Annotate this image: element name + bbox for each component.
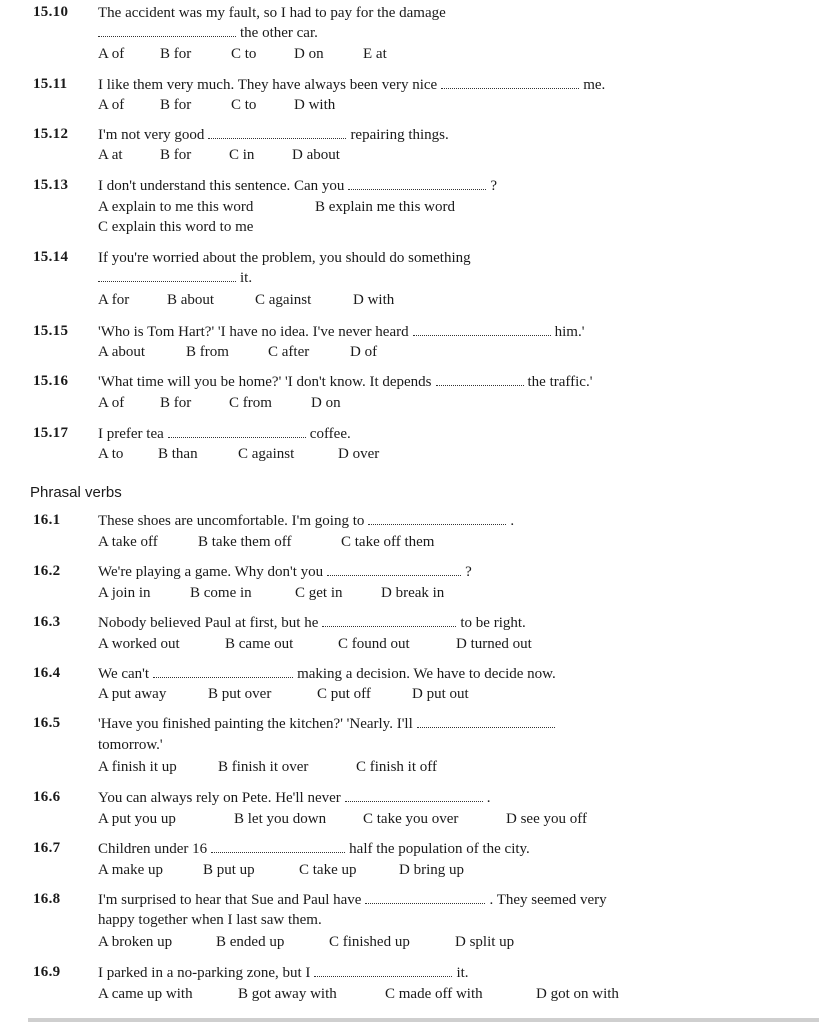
option-a[interactable]: A join in	[98, 585, 151, 601]
question-text-line2: it.	[98, 269, 252, 288]
option-c[interactable]: C against	[255, 292, 312, 308]
option-a[interactable]: A make up	[98, 862, 163, 878]
option-b[interactable]: B finish it over	[218, 759, 309, 775]
option-d[interactable]: D got on with	[536, 986, 619, 1002]
question-text: 'What time will you be home?' 'I don't know. It depends the traffic.'	[98, 374, 593, 390]
option-c[interactable]: C in	[229, 147, 255, 163]
option-b[interactable]: B than	[158, 446, 198, 462]
option-b[interactable]: B come in	[190, 585, 252, 601]
option-b[interactable]: B for	[160, 97, 192, 113]
question-text-line2: happy together when I last saw them.	[98, 912, 322, 928]
question-text: I don't understand this sentence. Can you ?	[98, 178, 498, 194]
question-number: 15.14	[33, 249, 69, 265]
answer-blank[interactable]	[168, 436, 306, 438]
question-number: 16.2	[33, 563, 61, 579]
option-e[interactable]: E at	[363, 46, 387, 62]
option-c[interactable]: C to	[231, 46, 257, 62]
option-a[interactable]: A of	[98, 97, 125, 113]
option-a[interactable]: A explain to me this word	[98, 199, 254, 215]
question-text-line2: tomorrow.'	[98, 737, 163, 753]
option-c[interactable]: C take you over	[363, 811, 459, 827]
option-d[interactable]: D of	[350, 344, 378, 360]
option-c[interactable]: C explain this word to me	[98, 219, 254, 235]
question-number: 15.17	[33, 425, 69, 441]
question-text: You can always rely on Pete. He'll never .	[98, 790, 491, 806]
option-b[interactable]: B take them off	[198, 534, 292, 550]
question-text: I prefer tea coffee.	[98, 426, 351, 442]
answer-blank[interactable]	[314, 975, 452, 977]
question-text: Nobody believed Paul at first, but he to be right.	[98, 615, 526, 631]
question-number: 16.9	[33, 964, 61, 980]
option-c[interactable]: C put off	[317, 686, 371, 702]
question-text: I parked in a no-parking zone, but I it.	[98, 965, 469, 981]
option-a[interactable]: A of	[98, 46, 125, 62]
question-number: 15.12	[33, 126, 69, 142]
option-c[interactable]: C against	[238, 446, 295, 462]
answer-blank[interactable]	[327, 574, 461, 576]
question-text: I'm not very good repairing things.	[98, 127, 449, 143]
question-text: Children under 16 half the population of the city.	[98, 841, 530, 857]
answer-blank[interactable]	[345, 800, 483, 802]
option-c[interactable]: C found out	[338, 636, 410, 652]
question-number: 15.10	[33, 4, 69, 20]
answer-blank[interactable]	[322, 625, 456, 627]
question-number: 16.3	[33, 614, 61, 630]
question-number: 16.7	[33, 840, 61, 856]
option-a[interactable]: A broken up	[98, 934, 173, 950]
option-b[interactable]: B about	[167, 292, 215, 308]
option-a[interactable]: A came up with	[98, 986, 193, 1002]
option-b[interactable]: B put over	[208, 686, 272, 702]
bottom-divider	[28, 1018, 819, 1022]
question-number: 16.1	[33, 512, 61, 528]
option-c[interactable]: C from	[229, 395, 272, 411]
answer-blank[interactable]	[348, 188, 486, 190]
question-text: We can't making a decision. We have to decide now.	[98, 666, 556, 682]
question-text: If you're worried about the problem, you should do something	[98, 250, 471, 266]
option-a[interactable]: A take off	[98, 534, 158, 550]
question-number: 15.13	[33, 177, 69, 193]
question-text: I like them very much. They have always been very nice me.	[98, 77, 606, 93]
option-a[interactable]: A put away	[98, 686, 167, 702]
answer-blank[interactable]	[436, 384, 524, 386]
question-text: We're playing a game. Why don't you ?	[98, 564, 472, 580]
option-c[interactable]: C get in	[295, 585, 343, 601]
option-c[interactable]: C take up	[299, 862, 357, 878]
option-d[interactable]: D break in	[381, 585, 445, 601]
question-text: These shoes are uncomfortable. I'm going to .	[98, 513, 515, 529]
question-number: 16.6	[33, 789, 61, 805]
answer-blank[interactable]	[153, 676, 293, 678]
question-text: I'm surprised to hear that Sue and Paul have . They seemed very	[98, 892, 607, 908]
answer-blank[interactable]	[208, 137, 346, 139]
section-heading: Phrasal verbs	[30, 484, 122, 501]
answer-blank[interactable]	[98, 35, 236, 37]
question-number: 15.16	[33, 373, 69, 389]
question-text-line2: the other car.	[98, 24, 318, 43]
option-d[interactable]: D about	[292, 147, 340, 163]
question-text: The accident was my fault, so I had to pay for the damage	[98, 5, 446, 21]
option-c[interactable]: C to	[231, 97, 257, 113]
answer-blank[interactable]	[365, 902, 485, 904]
option-c[interactable]: C after	[268, 344, 310, 360]
question-number: 16.5	[33, 715, 61, 731]
answer-blank[interactable]	[98, 280, 236, 282]
option-b[interactable]: B from	[186, 344, 229, 360]
option-b[interactable]: B came out	[225, 636, 294, 652]
option-b[interactable]: B explain me this word	[315, 199, 455, 215]
option-c[interactable]: C finished up	[329, 934, 410, 950]
answer-blank[interactable]	[211, 851, 345, 853]
option-d[interactable]: D see you off	[506, 811, 587, 827]
option-b[interactable]: B for	[160, 395, 192, 411]
question-text: 'Have you finished painting the kitchen?' 'Nearly. I'll	[98, 715, 559, 734]
option-b[interactable]: B let you down	[234, 811, 327, 827]
option-d[interactable]: D put out	[412, 686, 469, 702]
option-b[interactable]: B for	[160, 147, 192, 163]
option-a[interactable]: A of	[98, 395, 125, 411]
option-a[interactable]: A worked out	[98, 636, 180, 652]
option-d[interactable]: D over	[338, 446, 380, 462]
answer-blank[interactable]	[441, 87, 579, 89]
option-d[interactable]: D split up	[455, 934, 515, 950]
option-c[interactable]: C made off with	[385, 986, 483, 1002]
question-number: 16.4	[33, 665, 61, 681]
option-b[interactable]: B got away with	[238, 986, 337, 1002]
question-text: 'Who is Tom Hart?' 'I have no idea. I've never heard him.'	[98, 324, 585, 340]
option-a[interactable]: A for	[98, 292, 130, 308]
question-number: 15.15	[33, 323, 69, 339]
option-d[interactable]: D on	[311, 395, 341, 411]
option-a[interactable]: A finish it up	[98, 759, 177, 775]
answer-blank[interactable]	[413, 334, 551, 336]
option-c[interactable]: C finish it off	[356, 759, 437, 775]
option-d[interactable]: D bring up	[399, 862, 464, 878]
option-d[interactable]: D turned out	[456, 636, 532, 652]
option-d[interactable]: D with	[353, 292, 395, 308]
option-a[interactable]: A about	[98, 344, 146, 360]
question-number: 16.8	[33, 891, 61, 907]
option-a[interactable]: A at	[98, 147, 123, 163]
answer-blank[interactable]	[368, 523, 506, 525]
option-a[interactable]: A to	[98, 446, 124, 462]
option-b[interactable]: B for	[160, 46, 192, 62]
option-c[interactable]: C take off them	[341, 534, 435, 550]
question-number: 15.11	[33, 76, 68, 92]
option-d[interactable]: D with	[294, 97, 336, 113]
option-b[interactable]: B ended up	[216, 934, 285, 950]
option-a[interactable]: A put you up	[98, 811, 176, 827]
option-d[interactable]: D on	[294, 46, 324, 62]
answer-blank[interactable]	[417, 726, 555, 728]
option-b[interactable]: B put up	[203, 862, 255, 878]
